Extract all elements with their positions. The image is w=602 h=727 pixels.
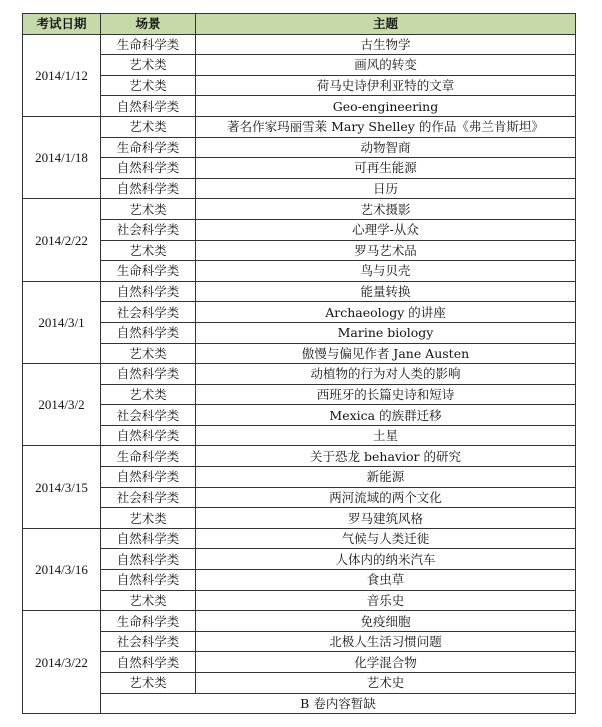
table-header bbox=[23, 14, 576, 35]
topic-cell: 土星 bbox=[196, 425, 576, 446]
topic-cell: 艺术史 bbox=[196, 673, 576, 694]
table-row bbox=[23, 178, 576, 199]
exam-date-cell: 2014/3/15 bbox=[23, 446, 101, 528]
exam-date-cell: 2014/3/16 bbox=[23, 528, 101, 610]
table-row bbox=[23, 611, 576, 632]
topic-cell: 古生物学 bbox=[196, 34, 576, 55]
table-row bbox=[23, 116, 576, 137]
table-row bbox=[23, 199, 576, 220]
topic-cell: Mexica 的族群迁移 bbox=[196, 405, 576, 426]
table-row bbox=[23, 96, 576, 117]
table-row bbox=[23, 590, 576, 611]
table-row bbox=[23, 446, 576, 467]
scene-cell: 艺术类 bbox=[101, 240, 196, 261]
header-topic: 主题 bbox=[196, 14, 576, 35]
topic-cell: 音乐史 bbox=[196, 590, 576, 611]
table-row bbox=[23, 487, 576, 508]
scene-cell: 社会科学类 bbox=[101, 487, 196, 508]
topic-cell: 化学混合物 bbox=[196, 652, 576, 673]
scene-cell: 社会科学类 bbox=[101, 631, 196, 652]
scene-cell: 艺术类 bbox=[101, 590, 196, 611]
table-row bbox=[23, 384, 576, 405]
table-row bbox=[23, 240, 576, 261]
scene-cell: 自然科学类 bbox=[101, 467, 196, 488]
exam-date-cell: 2014/2/22 bbox=[23, 199, 101, 281]
topic-cell: 能量转换 bbox=[196, 281, 576, 302]
scene-cell: 生命科学类 bbox=[101, 137, 196, 158]
scene-cell: 社会科学类 bbox=[101, 219, 196, 240]
topic-cell: 心理学-从众 bbox=[196, 219, 576, 240]
topic-cell: 鸟与贝壳 bbox=[196, 261, 576, 282]
topic-cell: 动植物的行为对人类的影响 bbox=[196, 364, 576, 385]
topic-cell: 关于恐龙 behavior 的研究 bbox=[196, 446, 576, 467]
topic-cell: 著名作家玛丽雪莱 Mary Shelley 的作品《弗兰肯斯坦》 bbox=[196, 116, 576, 137]
scene-cell: 自然科学类 bbox=[101, 322, 196, 343]
table-row bbox=[23, 55, 576, 76]
table-row bbox=[23, 158, 576, 179]
topic-cell: 新能源 bbox=[196, 467, 576, 488]
scene-cell: 生命科学类 bbox=[101, 611, 196, 632]
table-row bbox=[23, 343, 576, 364]
topic-cell: 画风的转变 bbox=[196, 55, 576, 76]
table-row bbox=[23, 261, 576, 282]
scene-cell: 自然科学类 bbox=[101, 528, 196, 549]
header-date: 考试日期 bbox=[23, 14, 101, 35]
exam-date-cell: 2014/1/18 bbox=[23, 116, 101, 198]
scene-cell: 自然科学类 bbox=[101, 425, 196, 446]
scene-cell: 生命科学类 bbox=[101, 261, 196, 282]
table-row bbox=[23, 508, 576, 529]
table-row bbox=[23, 75, 576, 96]
scene-cell: 自然科学类 bbox=[101, 158, 196, 179]
table-row bbox=[23, 467, 576, 488]
topic-cell: Geo-engineering bbox=[196, 96, 576, 117]
footer-row bbox=[23, 693, 576, 714]
topic-cell: Marine biology bbox=[196, 322, 576, 343]
scene-cell: 自然科学类 bbox=[101, 570, 196, 591]
scene-cell: 艺术类 bbox=[101, 75, 196, 96]
exam-topics-table bbox=[22, 13, 576, 714]
scene-cell: 自然科学类 bbox=[101, 178, 196, 199]
topic-cell: 西班牙的长篇史诗和短诗 bbox=[196, 384, 576, 405]
topic-cell: 罗马艺术品 bbox=[196, 240, 576, 261]
topic-cell: 免疫细胞 bbox=[196, 611, 576, 632]
scene-cell: 艺术类 bbox=[101, 508, 196, 529]
topic-cell: 动物智商 bbox=[196, 137, 576, 158]
scene-cell: 艺术类 bbox=[101, 116, 196, 137]
table-row bbox=[23, 652, 576, 673]
scene-cell: 自然科学类 bbox=[101, 549, 196, 570]
table-row bbox=[23, 34, 576, 55]
scene-cell: 社会科学类 bbox=[101, 405, 196, 426]
table-row bbox=[23, 528, 576, 549]
scene-cell: 生命科学类 bbox=[101, 34, 196, 55]
table-row bbox=[23, 631, 576, 652]
table-row bbox=[23, 219, 576, 240]
table-row bbox=[23, 302, 576, 323]
table-row bbox=[23, 673, 576, 694]
topic-cell: 罗马建筑风格 bbox=[196, 508, 576, 529]
topic-cell: 食虫草 bbox=[196, 570, 576, 591]
scene-cell: 社会科学类 bbox=[101, 302, 196, 323]
scene-cell: 自然科学类 bbox=[101, 96, 196, 117]
header-row bbox=[23, 14, 576, 35]
topic-cell: 傲慢与偏见作者 Jane Austen bbox=[196, 343, 576, 364]
scene-cell: 生命科学类 bbox=[101, 446, 196, 467]
topic-cell: 气候与人类迁徙 bbox=[196, 528, 576, 549]
table-row bbox=[23, 137, 576, 158]
topic-cell: 荷马史诗伊利亚特的文章 bbox=[196, 75, 576, 96]
header-scene: 场景 bbox=[101, 14, 196, 35]
exam-date-cell: 2014/3/2 bbox=[23, 364, 101, 446]
topic-cell: 两河流域的两个文化 bbox=[196, 487, 576, 508]
exam-date-cell: 2014/3/1 bbox=[23, 281, 101, 363]
footer-note: B 卷内容暂缺 bbox=[101, 693, 576, 714]
table-row bbox=[23, 549, 576, 570]
scene-cell: 自然科学类 bbox=[101, 281, 196, 302]
topic-cell: 可再生能源 bbox=[196, 158, 576, 179]
table-row bbox=[23, 281, 576, 302]
topic-cell: 人体内的纳米汽车 bbox=[196, 549, 576, 570]
scene-cell: 自然科学类 bbox=[101, 364, 196, 385]
table-row bbox=[23, 322, 576, 343]
scene-cell: 艺术类 bbox=[101, 199, 196, 220]
scene-cell: 艺术类 bbox=[101, 384, 196, 405]
topic-cell: Archaeology 的讲座 bbox=[196, 302, 576, 323]
table-row bbox=[23, 425, 576, 446]
table-row bbox=[23, 364, 576, 385]
topic-cell: 艺术摄影 bbox=[196, 199, 576, 220]
scene-cell: 艺术类 bbox=[101, 673, 196, 694]
table-body bbox=[23, 34, 576, 714]
exam-date-cell: 2014/3/22 bbox=[23, 611, 101, 714]
topic-cell: 北极人生活习惯问题 bbox=[196, 631, 576, 652]
scene-cell: 艺术类 bbox=[101, 343, 196, 364]
topic-cell: 日历 bbox=[196, 178, 576, 199]
scene-cell: 艺术类 bbox=[101, 55, 196, 76]
table-row bbox=[23, 405, 576, 426]
table-row bbox=[23, 570, 576, 591]
exam-date-cell: 2014/1/12 bbox=[23, 34, 101, 116]
scene-cell: 自然科学类 bbox=[101, 652, 196, 673]
